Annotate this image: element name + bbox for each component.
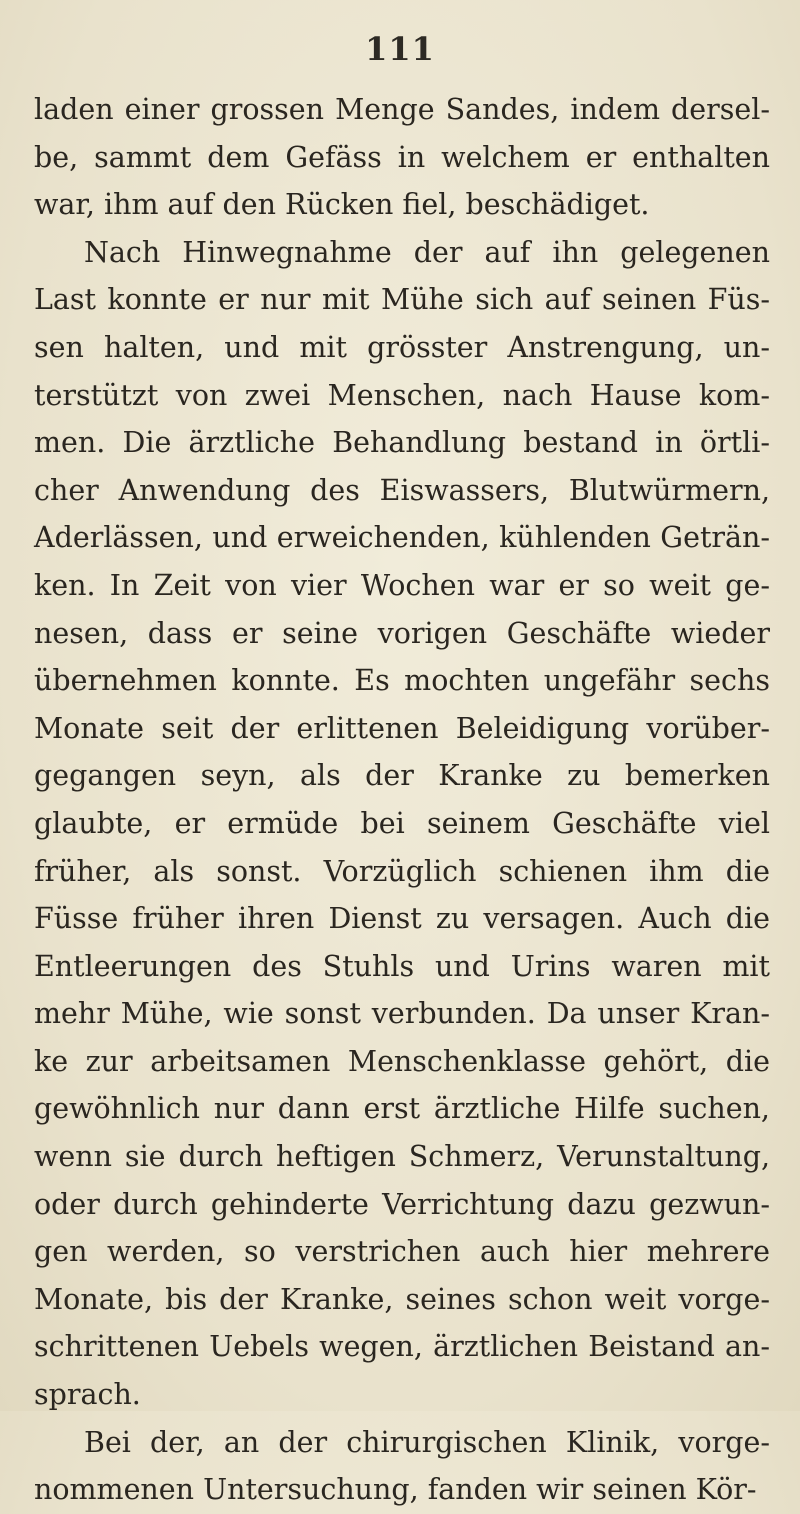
text-line-21: ke zur arbeitsamen Menschenklasse gehört, die xyxy=(34,1044,770,1078)
text-line-5: Last konnte er nur mit Mühe sich auf seinen Füs- xyxy=(34,283,770,317)
text-line-19: Entleerungen des Stuhls und Urins waren mit xyxy=(34,949,770,983)
text-line-30: nommenen Untersuchung, fanden wir seinen Kör- xyxy=(34,1473,757,1507)
text-line-29: Bei der, an der chirurgischen Klinik, vorge- xyxy=(84,1425,770,1459)
text-line-26: Monate, bis der Kranke, seines schon weit vorge- xyxy=(34,1282,770,1316)
text-line-8: men. Die ärztliche Behandlung bestand in örtli- xyxy=(34,426,770,460)
text-line-18: Füsse früher ihren Dienst zu versagen. Auch die xyxy=(34,902,770,936)
text-line-20: mehr Mühe, wie sonst verbunden. Da unser Kran- xyxy=(34,997,770,1031)
text-line-16: glaubte, er ermüde bei seinem Geschäfte viel xyxy=(34,806,770,840)
text-line-13: übernehmen konnte. Es mochten ungefähr sechs xyxy=(34,664,770,698)
text-line-27: schrittenen Uebels wegen, ärztlichen Beistand an- xyxy=(34,1330,770,1364)
text-line-24: oder durch gehinderte Verrichtung dazu gezwun- xyxy=(34,1187,770,1221)
body-text xyxy=(34,86,770,1514)
text-line-6: sen halten, und mit grösster Anstrengung, un- xyxy=(34,330,770,364)
text-line-28: sprach. xyxy=(34,1378,141,1412)
text-line-1: laden einer grossen Menge Sandes, indem dersel- xyxy=(34,93,770,126)
text-line-22: gewöhnlich nur dann erst ärztliche Hilfe suchen, xyxy=(34,1092,770,1126)
text-line-4: Nach Hinwegnahme der auf ihn gelegenen xyxy=(84,235,770,269)
text-line-15: gegangen seyn, als der Kranke zu bemerken xyxy=(34,759,770,793)
text-line-2: be, sammt dem Gefäss in welchem er enthalten xyxy=(34,140,770,174)
text-line-9: cher Anwendung des Eiswassers, Blutwürmern, xyxy=(34,473,770,507)
text-line-11: ken. In Zeit von vier Wochen war er so weit ge- xyxy=(34,568,770,602)
text-line-25: gen werden, so verstrichen auch hier mehrere xyxy=(34,1235,770,1269)
text-line-12: nesen, dass er seine vorigen Geschäfte wieder xyxy=(34,616,770,650)
text-line-14: Monate seit der erlittenen Beleidigung vorüber- xyxy=(34,711,770,745)
page-number: 111 xyxy=(365,30,435,68)
text-line-23: wenn sie durch heftigen Schmerz, Verunstaltung, xyxy=(34,1140,770,1174)
text-line-3: war, ihm auf den Rücken fiel, beschädiget. xyxy=(34,188,650,222)
text-line-17: früher, als sonst. Vorzüglich schienen ihm die xyxy=(34,854,770,888)
text-line-7: terstützt von zwei Menschen, nach Hause kom- xyxy=(34,378,770,412)
text-line-10: Aderlässen, und erweichenden, kühlenden Geträn- xyxy=(34,521,770,555)
